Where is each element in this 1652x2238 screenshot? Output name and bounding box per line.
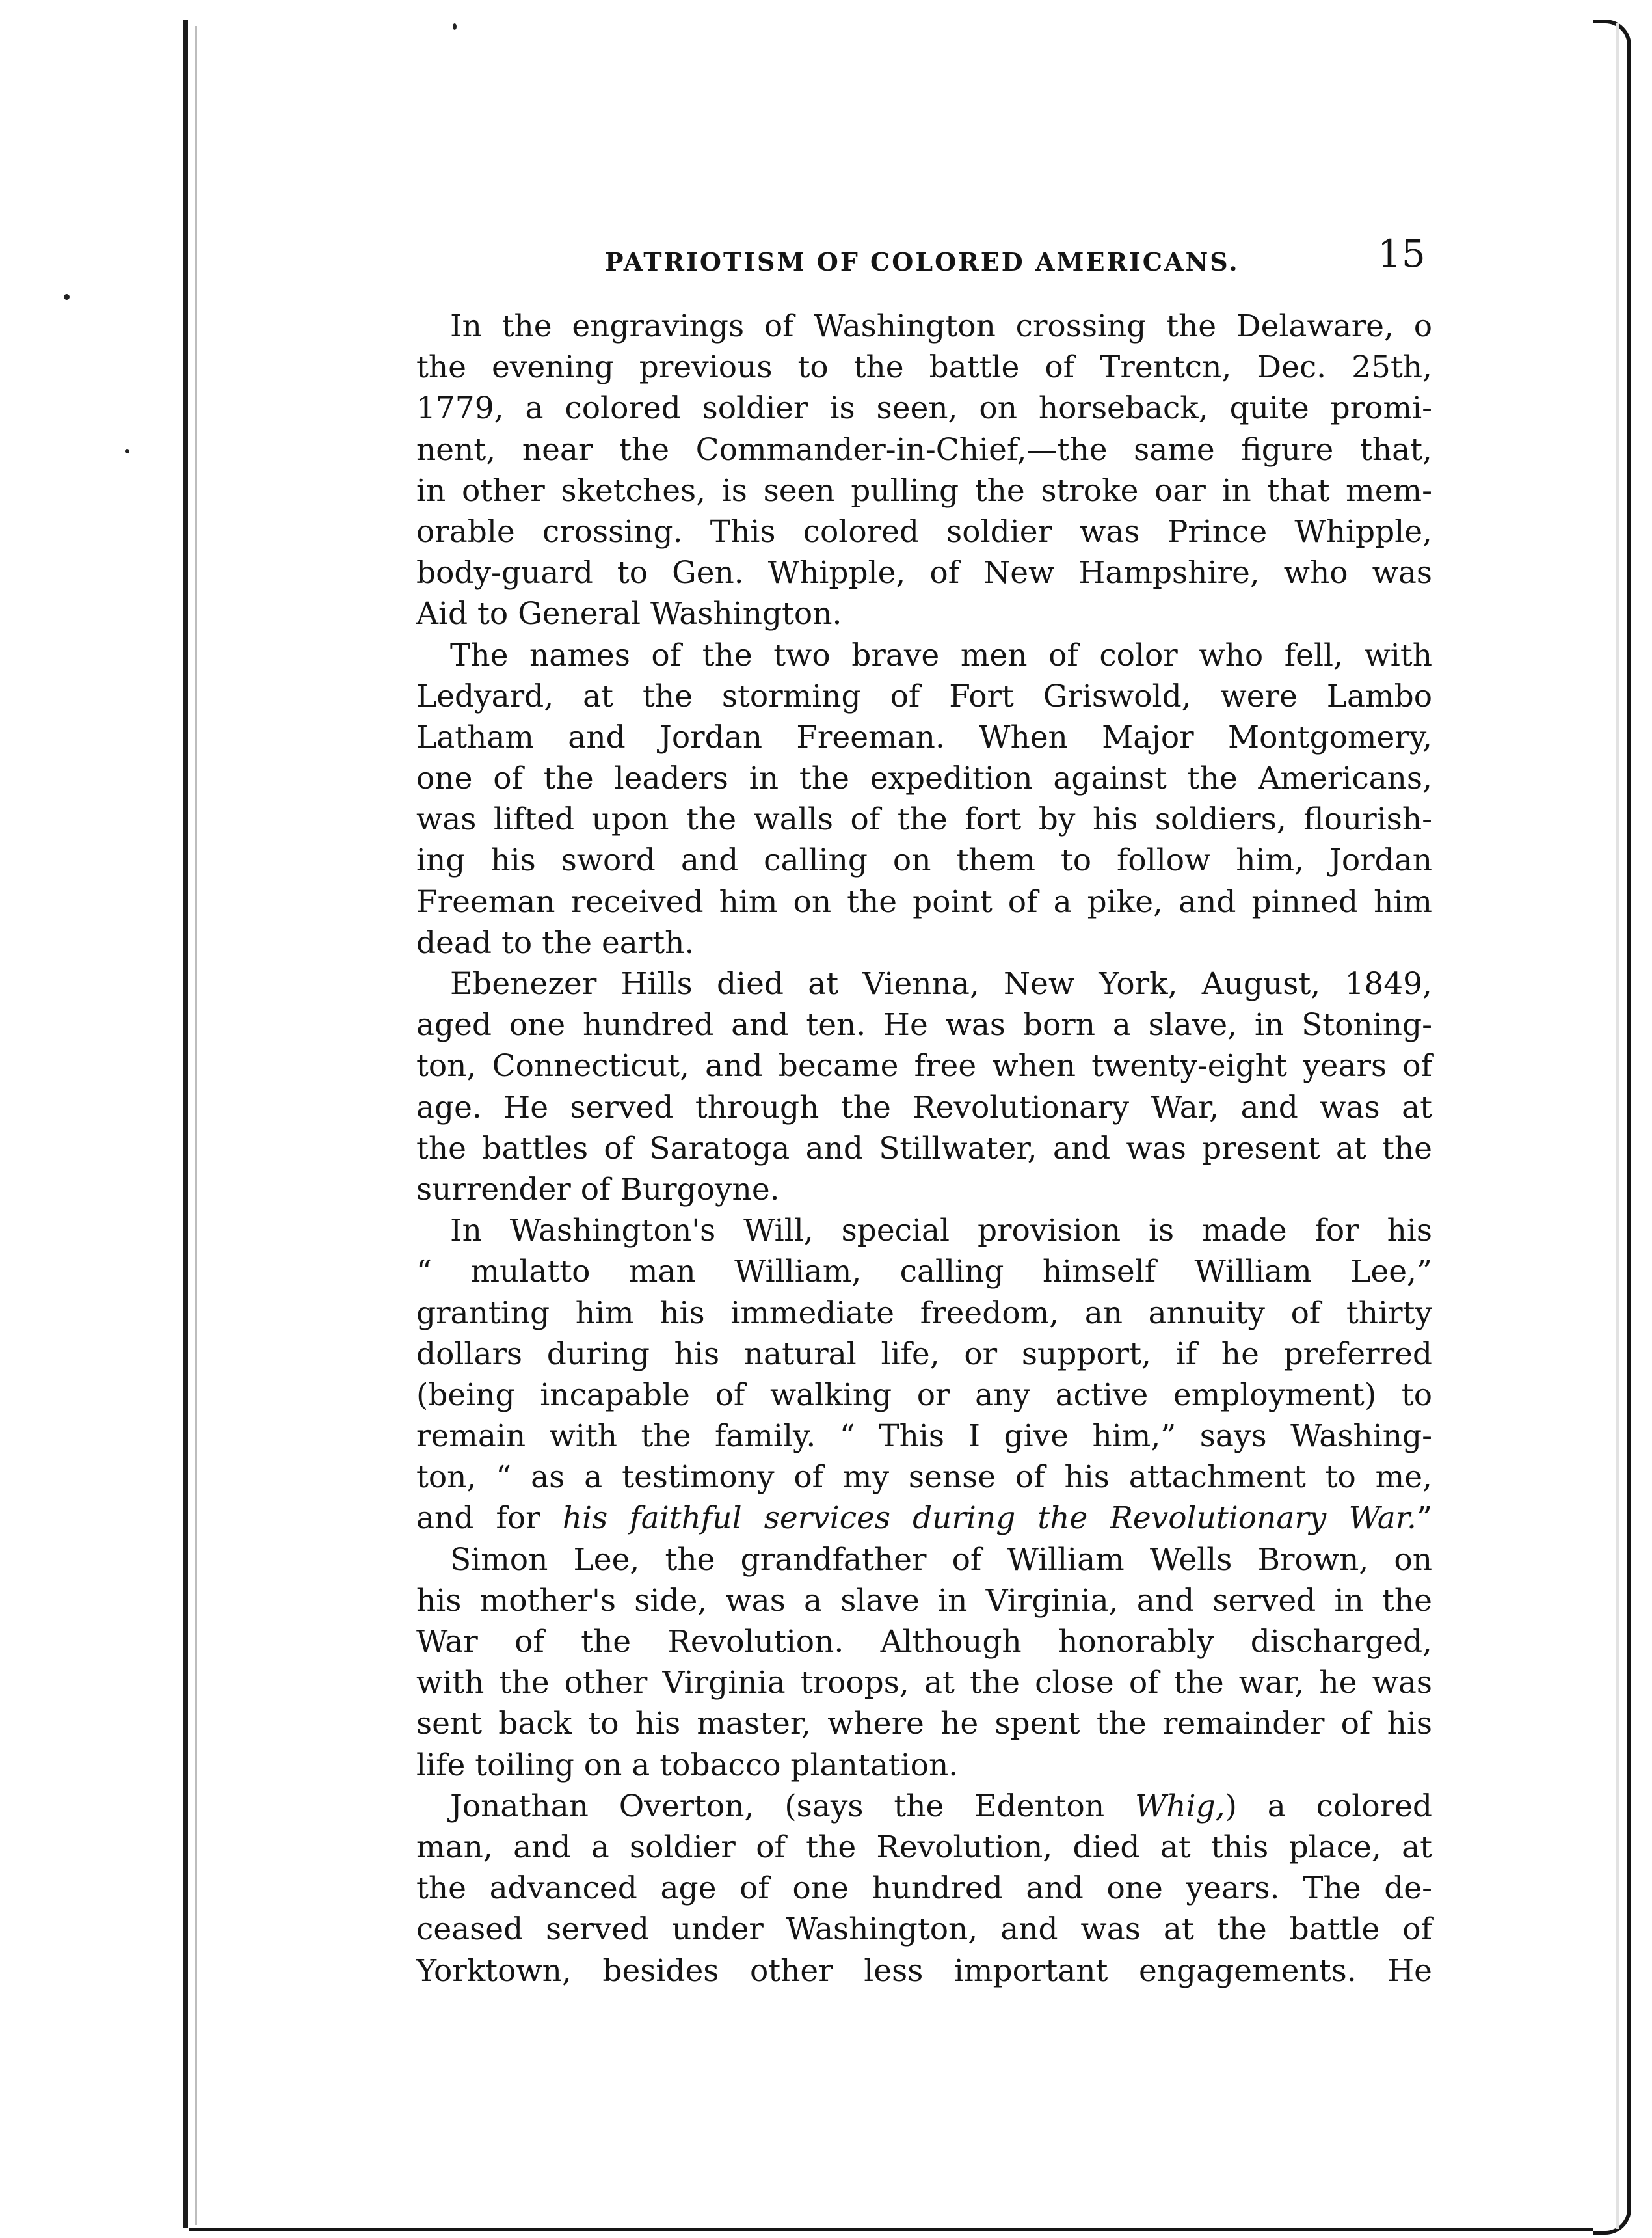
text-line: was lifted upon the walls of the fort by his soldiers, flourish- bbox=[416, 802, 1432, 838]
text-line: ceased served under Washington, and was at the battle of bbox=[416, 1911, 1432, 1948]
text-line: the battles of Saratoga and Stillwater, and was present at the bbox=[416, 1130, 1432, 1166]
text-line: Yorktown, besides other less important engagements. He bbox=[416, 1952, 1432, 1989]
text-line: with the other Virginia troops, at the close of the war, he was bbox=[416, 1665, 1432, 1701]
page-number: 15 bbox=[1378, 232, 1426, 276]
text-line: his mother's side, was a slave in Virginia, and served in the bbox=[416, 1582, 1432, 1619]
text-line: and for his faithful services during the Revolutionary War.” bbox=[416, 1500, 1432, 1537]
text-line: dollars during his natural life, or support, if he preferred bbox=[416, 1336, 1432, 1372]
text-line: Jonathan Overton, (says the Edenton Whig,) a colored bbox=[450, 1788, 1432, 1824]
page-edge-shadow bbox=[1616, 23, 1619, 2229]
text-line: ing his sword and calling on them to follow him, Jordan bbox=[416, 843, 1432, 879]
running-head-title: PATRIOTISM OF COLORED AMERICANS. bbox=[605, 247, 1240, 276]
text-line: War of the Revolution. Although honorably discharged, bbox=[416, 1624, 1432, 1660]
italic-word: Whig, bbox=[1134, 1788, 1225, 1824]
text-line: age. He served through the Revolutionary War, and was at bbox=[416, 1089, 1432, 1126]
text-line: (being incapable of walking or any active employment) to bbox=[416, 1377, 1432, 1413]
text-line: remain with the family. “ This I give him,” says Washing- bbox=[416, 1418, 1432, 1455]
text-line: the evening previous to the battle of Trentcn, Dec. 25th, bbox=[416, 349, 1432, 386]
binding-shadow bbox=[195, 26, 197, 2225]
text-line: ton, “ as a testimony of my sense of his attachment to me, bbox=[416, 1459, 1432, 1496]
text-line: life toiling on a tobacco plantation. bbox=[416, 1747, 959, 1783]
text-line: In the engravings of Washington crossing the Delaware, o bbox=[450, 308, 1432, 344]
text-line: granting him his immediate freedom, an annuity of thirty bbox=[416, 1295, 1432, 1331]
text-line: Freeman received him on the point of a pike, and pinned him bbox=[416, 883, 1432, 920]
page-bottom-edge bbox=[189, 2228, 1593, 2231]
text-line: Ledyard, at the storming of Fort Griswold, were Lambo bbox=[416, 678, 1432, 714]
text-line: dead to the earth. bbox=[416, 924, 695, 961]
scan-speck bbox=[453, 23, 457, 30]
text-line: man, and a soldier of the Revolution, died at this place, at bbox=[416, 1829, 1432, 1865]
page-edge bbox=[1593, 20, 1631, 2235]
italic-phrase: his faithful services during the Revolutionary War. bbox=[562, 1500, 1417, 1537]
text-line: The names of the two brave men of color who fell, with bbox=[450, 637, 1432, 673]
text-line: nent, near the Commander-in-Chief,—the same figure that, bbox=[416, 431, 1432, 468]
text-line: 1779, a colored soldier is seen, on horseback, quite promi- bbox=[416, 390, 1432, 427]
text-line: Simon Lee, the grandfather of William Wells Brown, on bbox=[450, 1541, 1432, 1578]
text-line: sent back to his master, where he spent the remainder of his bbox=[416, 1706, 1432, 1742]
text-line: Aid to General Washington. bbox=[416, 596, 842, 632]
text-line: one of the leaders in the expedition against the Americans, bbox=[416, 761, 1432, 797]
scan-speck bbox=[125, 449, 129, 453]
binding-line bbox=[183, 20, 188, 2228]
running-head bbox=[416, 232, 1431, 284]
text-line: “ mulatto man William, calling himself William Lee,” bbox=[416, 1254, 1432, 1290]
text-line: body-guard to Gen. Whipple, of New Hampshire, who was bbox=[416, 555, 1432, 591]
text-line: surrender of Burgoyne. bbox=[416, 1171, 780, 1207]
text-line: orable crossing. This colored soldier was Prince Whipple, bbox=[416, 513, 1432, 550]
text-line: in other sketches, is seen pulling the stroke oar in that mem- bbox=[416, 472, 1432, 509]
text-line: In Washington's Will, special provision is made for his bbox=[450, 1213, 1432, 1249]
scan-speck bbox=[64, 294, 70, 300]
text-line: the advanced age of one hundred and one years. The de- bbox=[416, 1870, 1432, 1907]
text-line: Ebenezer Hills died at Vienna, New York, August, 1849, bbox=[450, 966, 1432, 1002]
text-line: aged one hundred and ten. He was born a slave, in Stoning- bbox=[416, 1007, 1432, 1044]
text-line: ton, Connecticut, and became free when twenty-eight years of bbox=[416, 1048, 1432, 1085]
body-text bbox=[416, 306, 1432, 1991]
text-line: Latham and Jordan Freeman. When Major Montgomery, bbox=[416, 719, 1432, 755]
